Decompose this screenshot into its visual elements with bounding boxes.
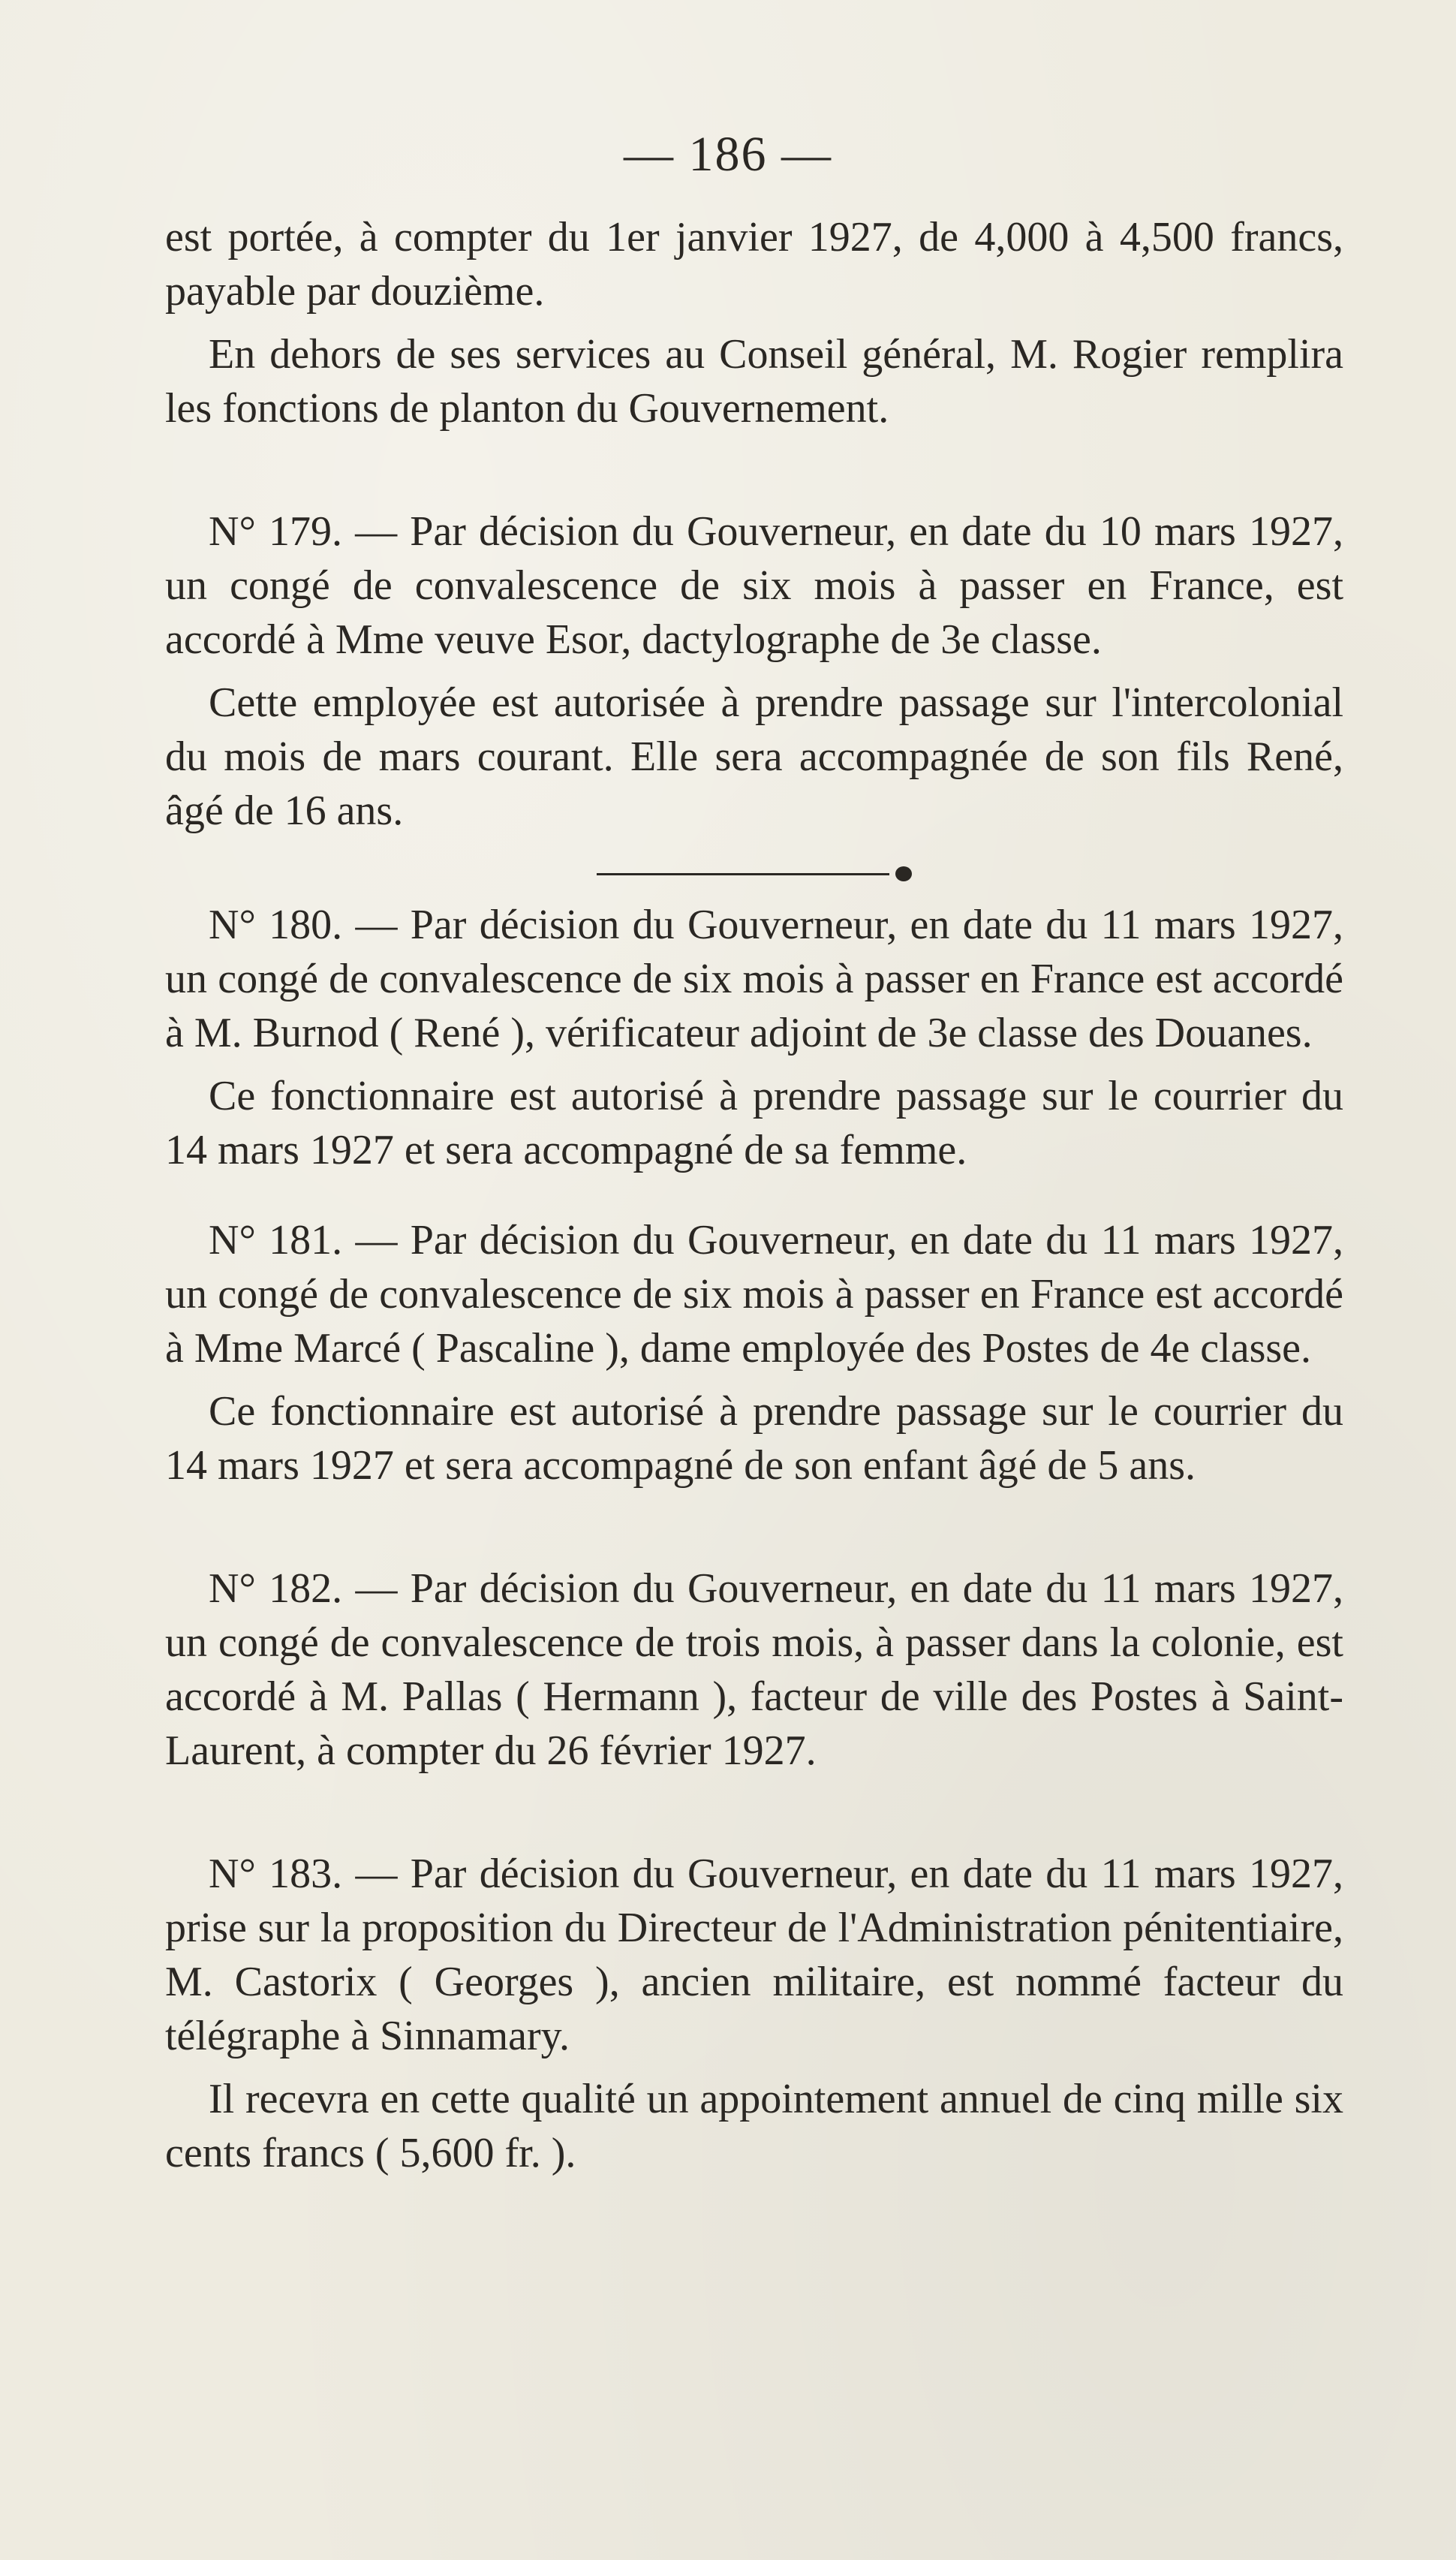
decision-179: N° 179. — Par décision du Gouverneur, en date du 10 mars 1927, un congé de convalescence de six mois à passer en France, est accordé à Mme veuve Esor, dactylographe de 3e classe. (165, 508, 1343, 663)
decision-181: N° 181. — Par décision du Gouverneur, en date du 11 mars 1927, un congé de convalescence de six mois à passer en France est accordé à Mme Marcé ( Pascaline ), dame employée des Postes de 4e classe. (165, 1217, 1343, 1372)
decision-179-passage: Cette employée est autorisée à prendre passage sur l'intercolonial du mois de mars courant. Elle sera accompagnée de son fils René, âgé de 16 ans. (165, 679, 1343, 834)
ink-blot (895, 866, 912, 881)
decision-182: N° 182. — Par décision du Gouverneur, en date du 11 mars 1927, un congé de convalescence de trois mois, à passer dans la colonie, est accordé à M. Pallas ( Hermann ), facteur de ville des Postes à Saint-Laurent, à compter du 26 février 1927. (165, 1565, 1343, 1774)
paragraph-continuation: est portée, à compter du 1er janvier 1927, de 4,000 à 4,500 francs, payable par douzième. (165, 214, 1343, 315)
decision-180: N° 180. — Par décision du Gouverneur, en date du 11 mars 1927, un congé de convalescence de six mois à passer en France est accordé à M. Burnod ( René ), vérificateur adjoint de 3e classe des Douanes. (165, 902, 1343, 1056)
page-number: — 186 — (624, 127, 832, 182)
decision-183: N° 183. — Par décision du Gouverneur, en date du 11 mars 1927, prise sur la proposition du Directeur de l'Administration pénitentiaire, M. Castorix ( Georges ), ancien militaire, est nommé facteur du télégraphe à Sinnamary. (165, 1851, 1343, 2059)
decision-181-passage: Ce fonctionnaire est autorisé à prendre passage sur le courrier du 14 mars 1927 et sera accompagné de son enfant âgé de 5 ans. (165, 1388, 1343, 1489)
paragraph-rogier-duties: En dehors de ses services au Conseil général, M. Rogier remplira les fonctions de planton du Gouvernement. (165, 331, 1343, 432)
section-divider (597, 859, 912, 889)
page-body (165, 210, 1343, 2180)
divider-rule (597, 873, 889, 875)
decision-183-salary: Il recevra en cette qualité un appointement annuel de cinq mille six cents francs ( 5,600 fr. ). (165, 2076, 1343, 2176)
decision-180-passage: Ce fonctionnaire est autorisé à prendre passage sur le courrier du 14 mars 1927 et sera accompagné de sa femme. (165, 1073, 1343, 1173)
